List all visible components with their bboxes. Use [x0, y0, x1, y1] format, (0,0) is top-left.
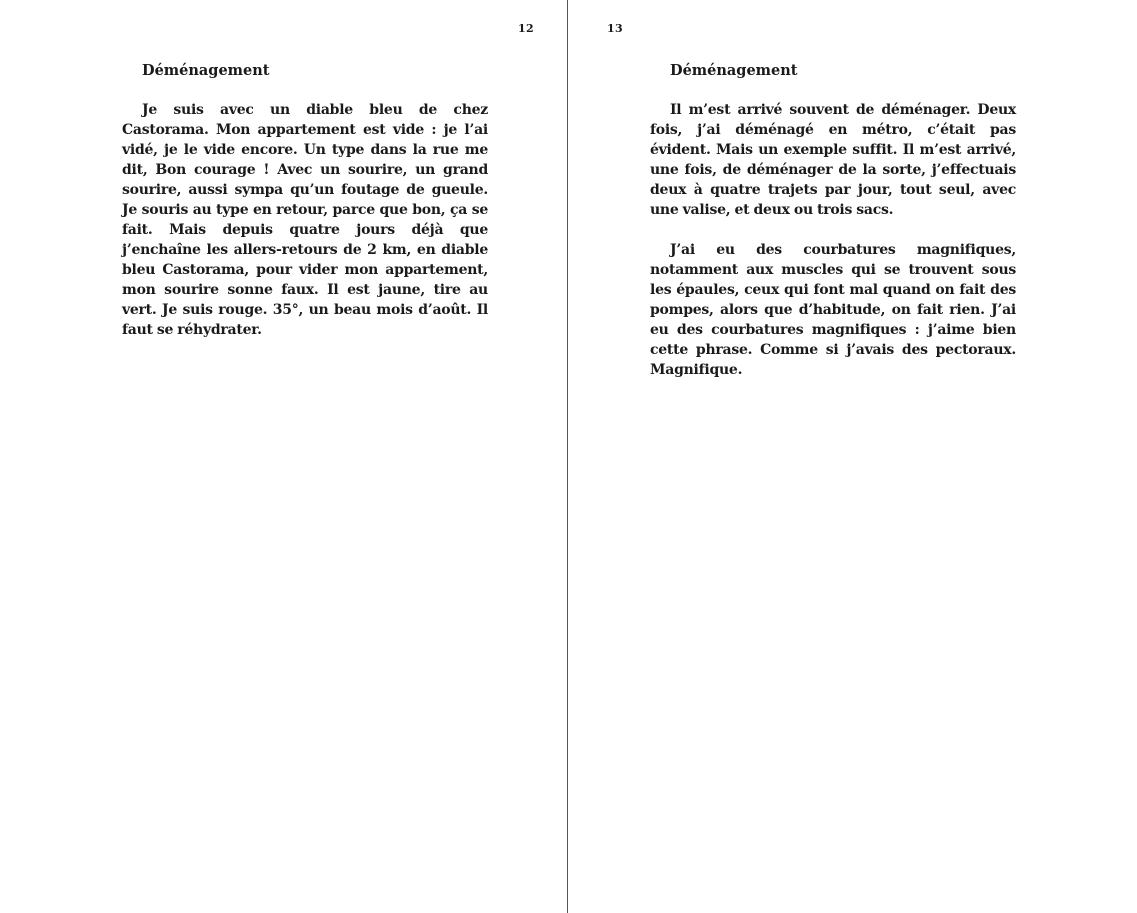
right-text-block	[650, 61, 1016, 400]
left-page	[0, 0, 568, 913]
chapter-title-right: Déménagement	[670, 62, 798, 79]
chapter-title-left: Déménagement	[142, 62, 270, 79]
page-gutter-divider	[567, 0, 568, 913]
paragraph: J’ai eu des courbatures magnifiques, notamment aux muscles qui se trouvent sous les épaules, ceux qui font mal quand on fait des pompes, alors que d’habitude, on fait rien. J’ai eu des courbatures magnifiques : j’aime bien cette phrase. Comme si j’avais des pectoraux. Magnifique.	[650, 242, 1016, 378]
page-number-left: 12	[518, 22, 534, 35]
right-page	[569, 0, 1137, 913]
paragraph: Il m’est arrivé souvent de déménager. Deux fois, j’ai déménagé en métro, c’était pas évident. Mais un exemple suffit. Il m’est arrivé, une fois, de déménager de la sorte, j’effectuais deux à quatre trajets par jour, tout seul, avec une valise, et deux ou trois sacs.	[650, 102, 1016, 218]
left-text-block	[122, 61, 488, 360]
page-number-right: 13	[607, 22, 623, 35]
paragraph: Je suis avec un diable bleu de chez Castorama. Mon appartement est vide : je l’ai vidé, je le vide encore. Un type dans la rue me dit, Bon courage ! Avec un sourire, un grand sourire, aussi sympa qu’un foutage de gueule. Je souris au type en retour, parce que bon, ça se fait. Mais depuis quatre jours déjà que j’enchaîne les allers-retours de 2 km, en diable bleu Castorama, pour vider mon appartement, mon sourire sonne faux. Il est jaune, tire au vert. Je suis rouge. 35°, un beau mois d’août. Il faut se réhydrater.	[122, 102, 488, 338]
